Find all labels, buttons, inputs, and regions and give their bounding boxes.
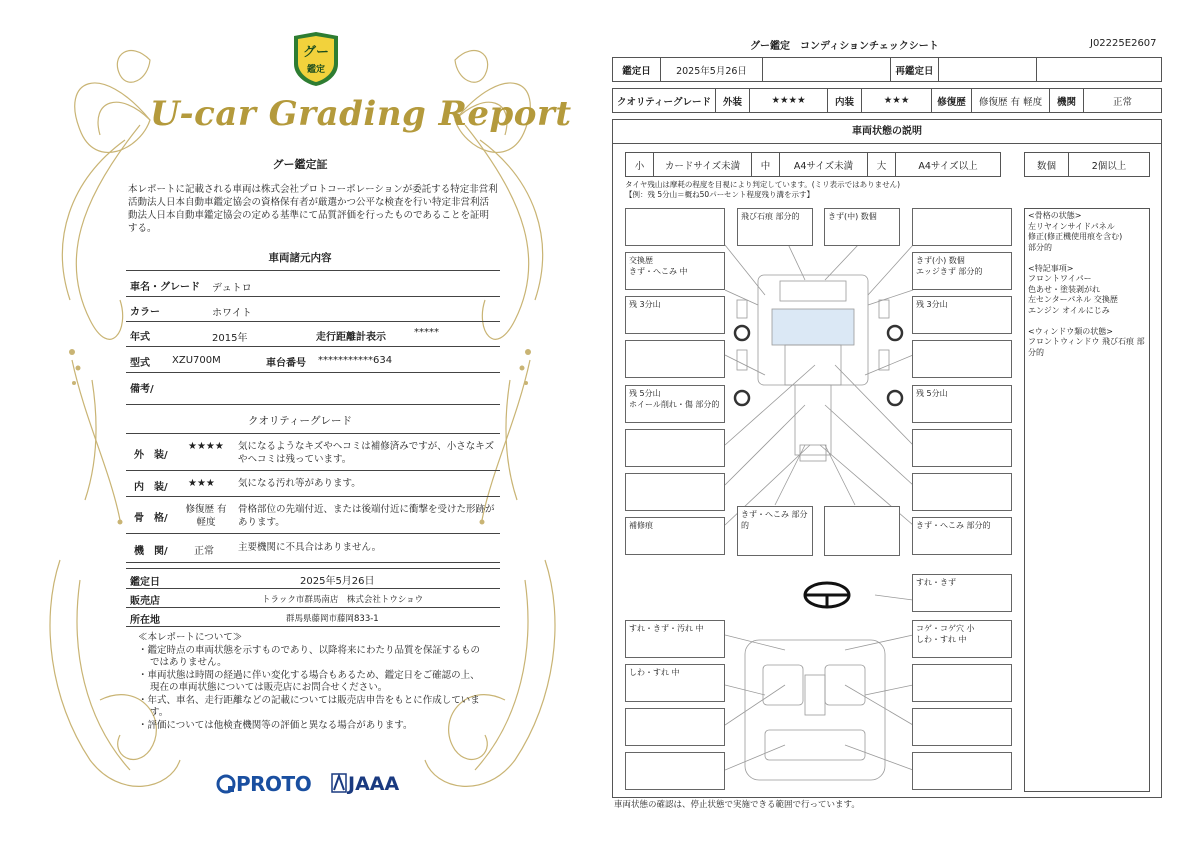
condition-box-interior-seat-left: しわ・すれ 中 xyxy=(625,664,725,702)
damage-count-legend xyxy=(1024,152,1150,177)
certificate-statement: 本レポートに記載される車両は株式会社プロトコーポレーションが委託する特定非営利活動法人日本自動車鑑定協会の資格保有者が厳選かつ公平な検査を行い特定非営利活動法人日本自動車鑑定協会の定める基準にて品質評価を行ったものであることを証明する。 xyxy=(128,184,498,234)
interior-description: 気になる汚れ等があります。 xyxy=(238,478,361,489)
legend-medium-desc: A4サイズ未満 xyxy=(780,153,868,177)
damage-size-legend xyxy=(625,152,1001,177)
legend-large: 大 xyxy=(868,153,896,177)
note-item: ・評価については他検査機関等の評価と異なる場合があります。 xyxy=(138,719,413,731)
appraisal-date-label: 鑑定日 xyxy=(613,58,661,82)
engine-label: 機関 xyxy=(1050,89,1084,113)
condition-box xyxy=(912,664,1012,702)
divider xyxy=(126,296,500,297)
empty-cell xyxy=(1037,58,1162,82)
quality-grade-label: クオリティーグレード xyxy=(613,89,716,113)
color-value: ホワイト xyxy=(212,308,252,319)
explain-title: 車両状態の説明 xyxy=(612,119,1162,144)
engine-description: 主要機関に不具合はありません。 xyxy=(238,542,382,553)
divider xyxy=(126,346,500,347)
note-item: ・年式、車名、走行距離などの記載については販売店申告をもとに作成しています。 xyxy=(138,694,480,718)
repair-history-label: 修復歴 xyxy=(932,89,972,113)
note-item: ・鑑定時点の車両状態を示すものであり、以降将来にわたり品質を保証するものではありません。 xyxy=(138,644,481,668)
empty-cell xyxy=(763,58,891,82)
jaaa-mark-icon xyxy=(330,772,348,794)
condition-box-left-rear: 補修痕 xyxy=(625,517,725,555)
color-label: カラー xyxy=(130,307,160,318)
frame-label: 骨 格/ xyxy=(134,513,168,524)
report-notes xyxy=(138,632,488,732)
exterior-label: 外 装/ xyxy=(134,450,168,461)
condition-check-sheet xyxy=(600,0,1200,848)
year-label: 年式 xyxy=(130,332,150,343)
interior-label: 内 装/ xyxy=(134,482,168,493)
condition-box-left-rear-tire: 残 5分山 ホイール削れ・傷 部分的 xyxy=(625,385,725,423)
engine-grade: 正常 xyxy=(194,546,214,557)
proto-logo-text: PROTO xyxy=(236,772,312,796)
car-name-value: デュトロ xyxy=(212,283,252,294)
mileage-label: 走行距離計表示 xyxy=(316,332,386,343)
dealer-value: トラック市群馬南店 株式会社トウショウ xyxy=(262,595,424,605)
legend-small: 小 xyxy=(626,153,654,177)
condition-box xyxy=(912,340,1012,378)
car-name-label: 車名・グレード xyxy=(130,282,200,293)
frame-grade: 修復歴 有 軽度 xyxy=(185,504,227,528)
sheet-id: J02225E2607 xyxy=(1090,38,1157,49)
quality-grade-row xyxy=(612,88,1162,113)
tire-example-note: 【例：残 5分山＝概ね50パーセント程度残り溝を示す】 xyxy=(625,190,815,199)
divider xyxy=(126,270,500,271)
jaaa-logo xyxy=(330,772,399,795)
divider xyxy=(126,433,500,434)
notes-title: ≪本レポートについて≫ xyxy=(138,632,243,643)
condition-box-right-rear-tire: 残 5分山 xyxy=(912,385,1012,423)
proto-logo xyxy=(216,772,311,796)
svg-text:グー: グー xyxy=(302,45,330,60)
condition-box-right-rear: きず・へこみ 部分的 xyxy=(912,517,1012,555)
condition-box-right-front-tire: 残 3分山 xyxy=(912,296,1012,334)
legend-medium: 中 xyxy=(752,153,780,177)
condition-box-rear-left: きず・へこみ 部分的 xyxy=(737,506,813,556)
condition-box xyxy=(625,429,725,467)
dealer-label: 販売店 xyxy=(130,596,160,607)
certificate-title: グー鑑定証 xyxy=(272,158,328,171)
empty-cell xyxy=(939,58,1037,82)
exterior-grade: ★★★★ xyxy=(188,441,224,452)
divider xyxy=(126,568,500,569)
engine-label: 機 関/ xyxy=(134,546,168,557)
condition-box-steering: すれ・きず xyxy=(912,574,1012,612)
jaaa-logo-text: JAAA xyxy=(348,773,400,795)
goo-appraisal-badge-icon xyxy=(288,30,344,88)
steering-wheel-icon xyxy=(805,583,849,607)
condition-box-front-right: きず(中) 数個 xyxy=(824,208,900,246)
divider xyxy=(126,626,500,627)
condition-box xyxy=(912,473,1012,511)
exterior-label: 外装 xyxy=(716,89,750,113)
condition-box xyxy=(912,752,1012,790)
svg-text:鑑定: 鑑定 xyxy=(306,65,326,75)
model-label: 型式 xyxy=(130,358,150,369)
legend-count-desc: 2個以上 xyxy=(1069,153,1150,177)
report-title: U-car Grading Report xyxy=(150,94,572,134)
condition-box-left-front-side: 交換歴 きず・へこみ 中 xyxy=(625,252,725,290)
condition-box xyxy=(625,473,725,511)
divider xyxy=(126,321,500,322)
interior-grade: ★★★ xyxy=(188,478,215,489)
divider xyxy=(126,372,500,373)
condition-box xyxy=(824,506,900,556)
proto-mark-icon xyxy=(216,774,236,794)
legend-small-desc: カードサイズ未満 xyxy=(654,153,752,177)
quality-heading: クオリティーグレード xyxy=(248,415,352,427)
legend-count: 数個 xyxy=(1025,153,1069,177)
appraisal-date-value: 2025年5月26日 xyxy=(300,576,375,587)
address-value: 群馬県藤岡市藤岡833-1 xyxy=(286,614,379,624)
note-item: ・車両状態は時間の経過に伴い変化する場合もあるため、鑑定日をご確認の上、現在の車両状態については販売店にお問合せください。 xyxy=(138,669,480,693)
condition-box-right-front-side: きず(小) 数個 エッジきず 部分的 xyxy=(912,252,1012,290)
chassis-label: 車台番号 xyxy=(266,358,306,369)
divider xyxy=(126,588,500,589)
model-value: XZU700M xyxy=(172,355,221,366)
condition-box xyxy=(912,429,1012,467)
address-label: 所在地 xyxy=(130,615,160,626)
interior-label: 内装 xyxy=(828,89,862,113)
divider xyxy=(126,496,500,497)
divider xyxy=(126,404,500,405)
engine-value: 正常 xyxy=(1084,89,1162,113)
reappraisal-date-label: 再鑑定日 xyxy=(891,58,939,82)
frame-description: 骨格部位の先端付近、または後端付近に衝撃を受けた形跡があります。 xyxy=(238,504,495,528)
condition-box-front-left: 飛び石痕 部分的 xyxy=(737,208,813,246)
repair-history-value: 修復歴 有 軽度 xyxy=(972,89,1050,113)
condition-box xyxy=(625,708,725,746)
condition-box-interior-front-right: コゲ・コゲ穴 小 しわ・すれ 中 xyxy=(912,620,1012,658)
year-value: 2015年 xyxy=(212,333,248,344)
exterior-description: 気になるようなキズやヘコミは補修済みですが、小さなキズやヘコミは残っています。 xyxy=(238,441,495,465)
legend-large-desc: A4サイズ以上 xyxy=(896,153,1001,177)
divider xyxy=(126,562,500,563)
mileage-value: ***** xyxy=(414,327,439,338)
condition-box-interior-front-left: すれ・きず・汚れ 中 xyxy=(625,620,725,658)
interior-grade: ★★★ xyxy=(862,89,932,113)
remarks-label: 備考/ xyxy=(130,384,154,395)
condition-box xyxy=(912,708,1012,746)
sheet-title: グー鑑定 コンディションチェックシート xyxy=(750,41,939,52)
side-notes: <骨格の状態> 左リヤインサイドパネル 修正(修正機使用痕を含む) 部分的 <特記事項> フロントワイパー 色あせ・塗装剥がれ 左センターパネル 交換歴 エンジン オイルにじみ <ウィンドウ類の状態> フロントウィンドウ 飛び石痕 部分的 xyxy=(1028,211,1145,357)
sheet-footer: 車両状態の確認は、停止状態で実施できる範囲で行っています。 xyxy=(614,800,860,810)
tire-note: タイヤ残山は摩耗の程度を目視により判定しています。(ミリ表示ではありません) xyxy=(625,180,901,189)
condition-box xyxy=(625,752,725,790)
spec-heading: 車両諸元内容 xyxy=(268,252,332,264)
appraisal-date-value: 2025年5月26日 xyxy=(661,58,763,82)
divider xyxy=(126,607,500,608)
condition-box-left-front-tire: 残 3分山 xyxy=(625,296,725,334)
appraisal-date-label: 鑑定日 xyxy=(130,577,160,588)
condition-box xyxy=(625,340,725,378)
chassis-value: ***********634 xyxy=(318,355,393,366)
condition-box xyxy=(912,208,1012,246)
exterior-grade: ★★★★ xyxy=(750,89,828,113)
condition-box xyxy=(625,208,725,246)
divider xyxy=(126,533,500,534)
divider xyxy=(126,470,500,471)
appraisal-date-row xyxy=(612,57,1162,82)
